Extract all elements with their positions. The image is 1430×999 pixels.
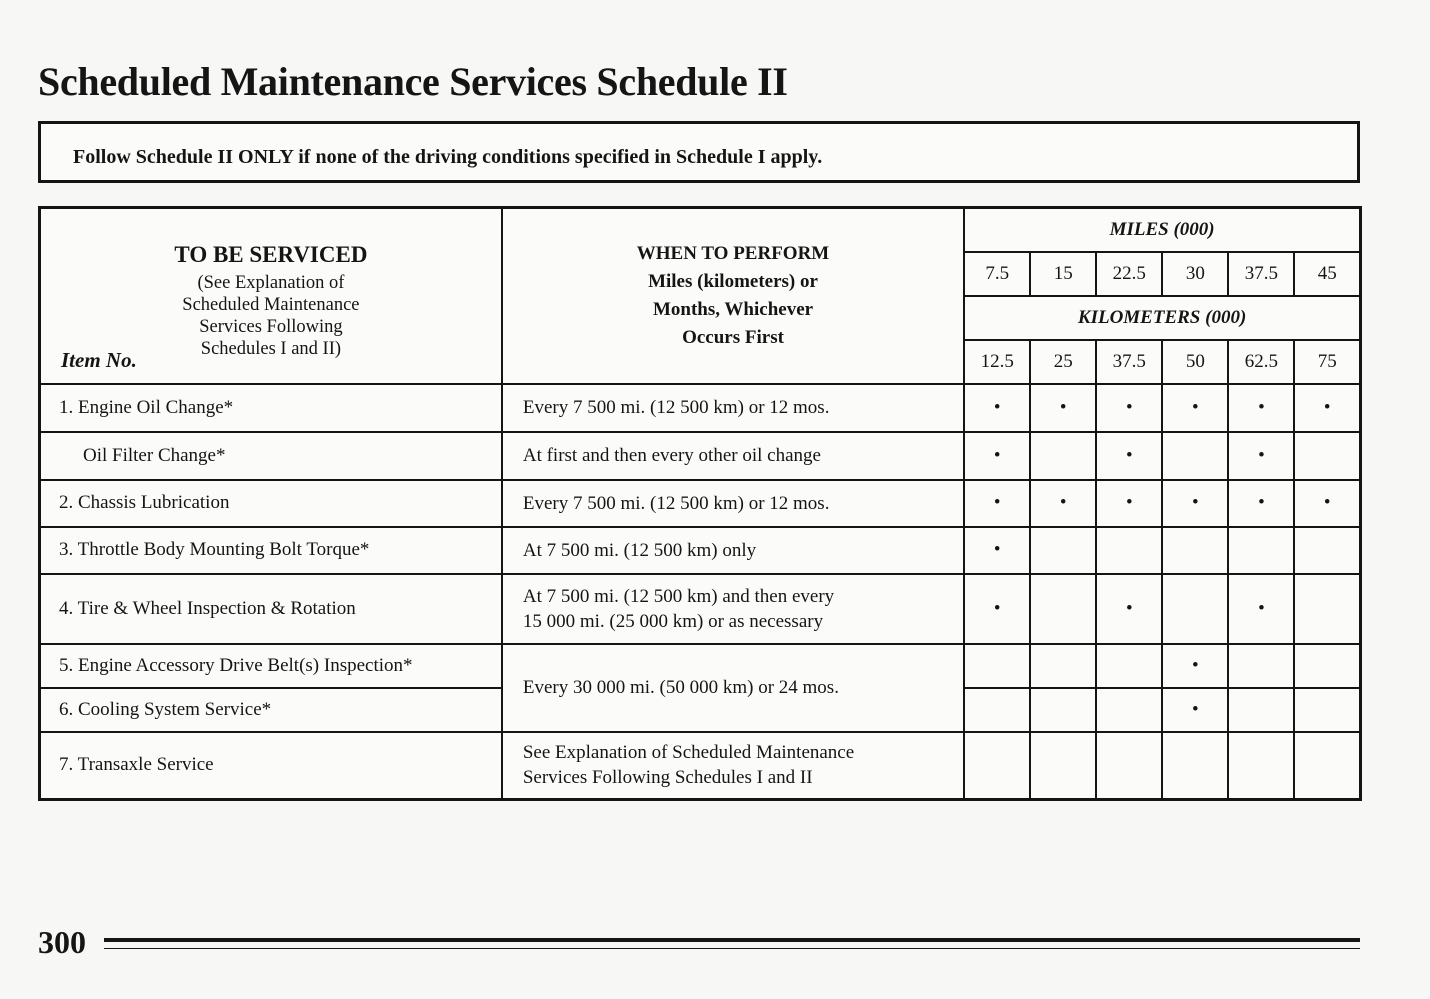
service-item: 5. Engine Accessory Drive Belt(s) Inspection* (40, 644, 502, 688)
service-item: 7. Transaxle Service (40, 732, 502, 800)
interval-mark: • (1228, 384, 1294, 432)
interval-mark (1030, 527, 1096, 574)
service-item: 2. Chassis Lubrication (40, 480, 502, 527)
interval-mark (1096, 688, 1162, 732)
kilometers-header: KILOMETERS (000) (964, 296, 1360, 340)
when-header-line: Occurs First (682, 326, 784, 348)
interval-mark (1294, 432, 1360, 480)
footer-rule (104, 938, 1360, 942)
interval-mark: • (1294, 384, 1360, 432)
interval-mark (1030, 688, 1096, 732)
to-be-serviced-title: TO BE SERVICED (174, 241, 368, 267)
service-item: 3. Throttle Body Mounting Bolt Torque* (40, 527, 502, 574)
page-title: Scheduled Maintenance Services Schedule II (38, 59, 788, 104)
interval-mark (964, 688, 1030, 732)
interval-line: See Explanation of Scheduled Maintenance (522, 742, 855, 764)
interval-mark (964, 732, 1030, 800)
table-row (40, 574, 1361, 644)
service-note-line: (See Explanation of (197, 272, 345, 293)
schedule-notice-box (38, 121, 1360, 183)
interval-mark: • (964, 574, 1030, 644)
interval-mark (1294, 574, 1360, 644)
interval-mark: • (1162, 688, 1228, 732)
interval-mark: • (964, 432, 1030, 480)
interval-mark (1228, 732, 1294, 800)
km-value: 62.5 (1228, 340, 1294, 384)
when-header-line: Months, Whichever (652, 298, 814, 320)
interval-line: At 7 500 mi. (12 500 km) and then every (522, 585, 835, 607)
footer-rule-thin (104, 948, 1360, 949)
km-value: 50 (1162, 340, 1228, 384)
interval-mark (1162, 432, 1228, 480)
service-note-line: Schedules I and II) (200, 338, 342, 359)
interval-mark (1228, 688, 1294, 732)
interval-mark (1294, 732, 1360, 800)
interval-mark: • (964, 527, 1030, 574)
table-row (40, 432, 1361, 480)
interval-mark: • (1030, 384, 1096, 432)
interval-mark: • (1162, 384, 1228, 432)
miles-value: 30 (1162, 252, 1228, 296)
interval-line: Services Following Schedules I and II (522, 767, 813, 789)
page-number: 300 (38, 924, 86, 960)
service-note-line: Scheduled Maintenance (182, 294, 360, 315)
interval-mark: • (1096, 432, 1162, 480)
service-item: 4. Tire & Wheel Inspection & Rotation (40, 574, 502, 644)
interval-mark (964, 644, 1030, 688)
interval-mark: • (1162, 644, 1228, 688)
service-interval: Every 7 500 mi. (12 500 km) or 12 mos. (502, 480, 964, 527)
service-item: Oil Filter Change* (40, 432, 502, 480)
km-value: 75 (1294, 340, 1360, 384)
service-interval: Every 7 500 mi. (12 500 km) or 12 mos. (502, 384, 964, 432)
interval-mark: • (1294, 480, 1360, 527)
interval-mark (1030, 732, 1096, 800)
interval-mark: • (1096, 574, 1162, 644)
maintenance-schedule-table (38, 206, 1362, 801)
interval-mark: • (1228, 480, 1294, 527)
interval-mark (1162, 527, 1228, 574)
when-header-line: WHEN TO PERFORM (636, 242, 830, 264)
interval-mark (1030, 574, 1096, 644)
service-interval: Every 30 000 mi. (50 000 km) or 24 mos. (502, 644, 964, 732)
interval-mark (1096, 644, 1162, 688)
interval-mark: • (964, 384, 1030, 432)
to-be-serviced-header (40, 208, 502, 384)
km-value: 12.5 (964, 340, 1030, 384)
km-value: 37.5 (1096, 340, 1162, 384)
interval-mark (1030, 644, 1096, 688)
service-item: 6. Cooling System Service* (40, 688, 502, 732)
interval-mark: • (1096, 480, 1162, 527)
km-value: 25 (1030, 340, 1096, 384)
table-row (40, 480, 1361, 527)
table-row (40, 732, 1361, 800)
miles-value: 7.5 (964, 252, 1030, 296)
miles-value: 45 (1294, 252, 1360, 296)
notice-text: Follow Schedule II ONLY if none of the driving conditions specified in Schedule I apply. (73, 146, 823, 168)
service-interval: At 7 500 mi. (12 500 km) only (502, 527, 964, 574)
interval-mark (1228, 527, 1294, 574)
when-header-line: Miles (kilometers) or (648, 270, 818, 292)
when-to-perform-header (502, 208, 964, 384)
interval-mark (1294, 644, 1360, 688)
interval-mark: • (964, 480, 1030, 527)
table-row (40, 644, 1361, 688)
item-no-label: Item No. (61, 347, 137, 372)
service-interval (502, 732, 964, 800)
table-row (40, 527, 1361, 574)
miles-value: 37.5 (1228, 252, 1294, 296)
table-row (40, 384, 1361, 432)
miles-header: MILES (000) (964, 208, 1360, 252)
interval-mark (1096, 527, 1162, 574)
interval-mark (1096, 732, 1162, 800)
interval-mark: • (1030, 480, 1096, 527)
interval-line: 15 000 mi. (25 000 km) or as necessary (522, 610, 824, 632)
interval-mark (1294, 527, 1360, 574)
interval-mark (1162, 732, 1228, 800)
service-interval: At first and then every other oil change (502, 432, 964, 480)
service-interval (502, 574, 964, 644)
interval-mark: • (1228, 574, 1294, 644)
service-item: 1. Engine Oil Change* (40, 384, 502, 432)
interval-mark (1228, 644, 1294, 688)
interval-mark (1162, 574, 1228, 644)
interval-mark: • (1228, 432, 1294, 480)
service-note-line: Services Following (199, 316, 343, 337)
interval-mark: • (1096, 384, 1162, 432)
interval-mark (1294, 688, 1360, 732)
interval-mark (1030, 432, 1096, 480)
interval-mark: • (1162, 480, 1228, 527)
miles-value: 15 (1030, 252, 1096, 296)
miles-value: 22.5 (1096, 252, 1162, 296)
